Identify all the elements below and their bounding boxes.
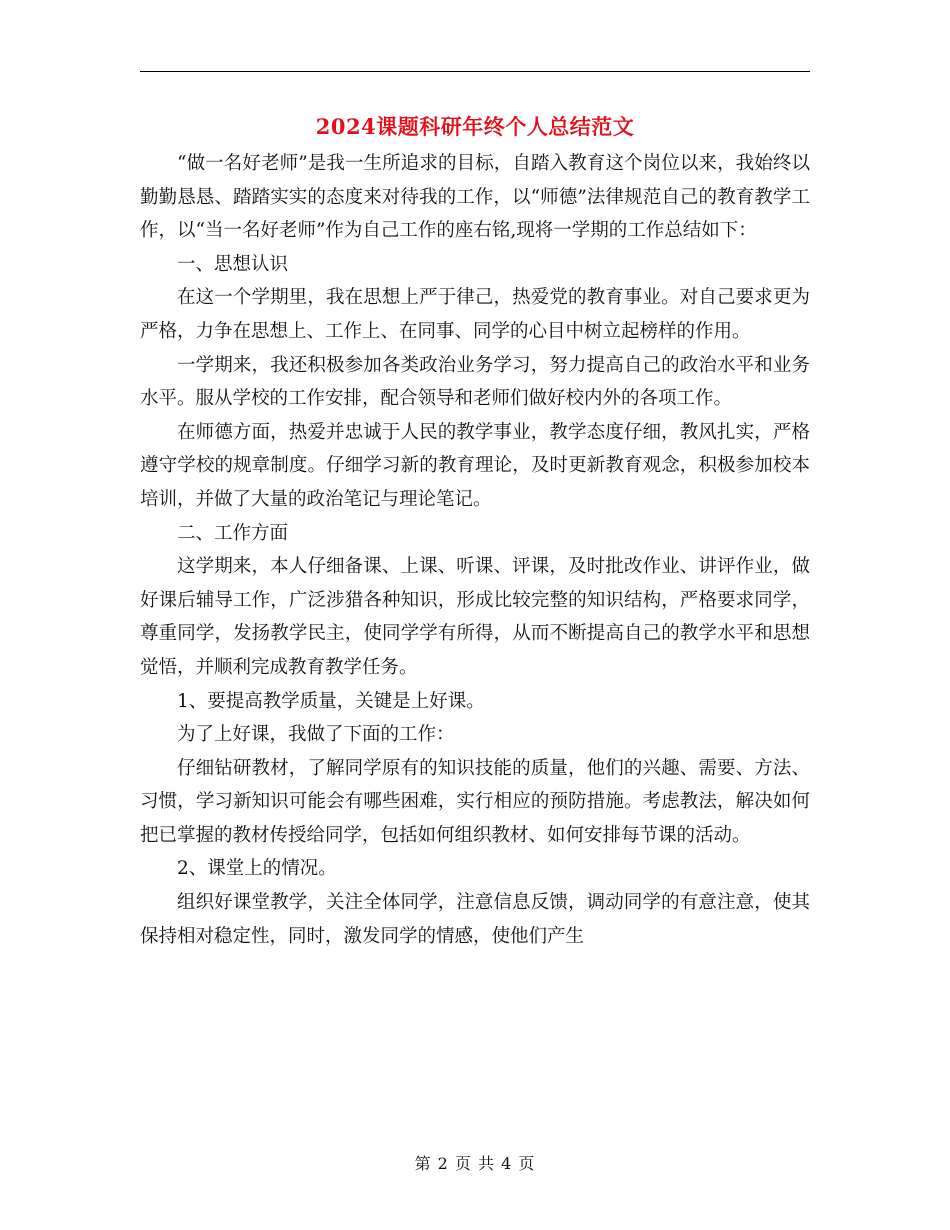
page-number-footer: 第 2 页 共 4 页: [414, 1154, 536, 1173]
section-heading-1: 一、思想认识: [177, 253, 289, 275]
header-rule: [140, 71, 810, 72]
paragraph: 组织好课堂教学，关注全体同学，注意信息反馈，调动同学的有意注意，使其保持相对稳定性，同时，激发同学的情感，使他们产生: [140, 892, 810, 947]
paragraph: 这学期来，本人仔细备课、上课、听课、评课，及时批改作业、讲评作业，做好课后辅导工作，广泛涉猎各种知识，形成比较完整的知识结构，严格要求同学，尊重同学，发扬教学民主，使同学学有所得，从而不断提高自己的教学水平和思想觉悟，并顺利完成教育教学任务。: [140, 556, 810, 678]
paragraph: 在师德方面，热爱并忠诚于人民的教学事业，教学态度仔细，教风扎实，严格遵守学校的规章制度。仔细学习新的教育理论，及时更新教育观念，积极参加校本培训，并做了大量的政治笔记与理论笔记。: [140, 421, 810, 510]
subheading-2: 2、课堂上的情况。: [177, 858, 337, 880]
subheading-1: 1、要提高教学质量，关键是上好课。: [177, 690, 485, 712]
paragraph: 为了上好课，我做了下面的工作：: [177, 724, 455, 746]
paragraph: 在这一个学期里，我在思想上严于律己，热爱党的教育事业。对自己要求更为严格，力争在思想上、工作上、在同事、同学的心目中树立起榜样的作用。: [140, 287, 810, 342]
section-heading-2: 二、工作方面: [177, 522, 289, 544]
paragraph: 一学期来，我还积极参加各类政治业务学习，努力提高自己的政治水平和业务水平。服从学校的工作安排，配合领导和老师们做好校内外的各项工作。: [140, 354, 810, 410]
paragraph-intro: “做一名好老师”是我一生所追求的目标，自踏入教育这个岗位以来，我始终以勤勤恳恳、踏踏实实的态度来对待我的工作，以“师德”法律规范自己的教育教学工作，以“当一名好老师”作为自己工作的座右铭,现将一学期的工作总结如下：: [140, 153, 810, 242]
paragraph: 仔细钻研教材，了解同学原有的知识技能的质量，他们的兴趣、需要、方法、习惯，学习新知识可能会有哪些困难，实行相应的预防措施。考虑教法，解决如何把已掌握的教材传授给同学，包括如何组织教材、如何安排每节课的活动。: [140, 757, 810, 846]
document-title: 2024课题科研年终个人总结范文: [315, 114, 635, 139]
document-body: [140, 147, 810, 953]
